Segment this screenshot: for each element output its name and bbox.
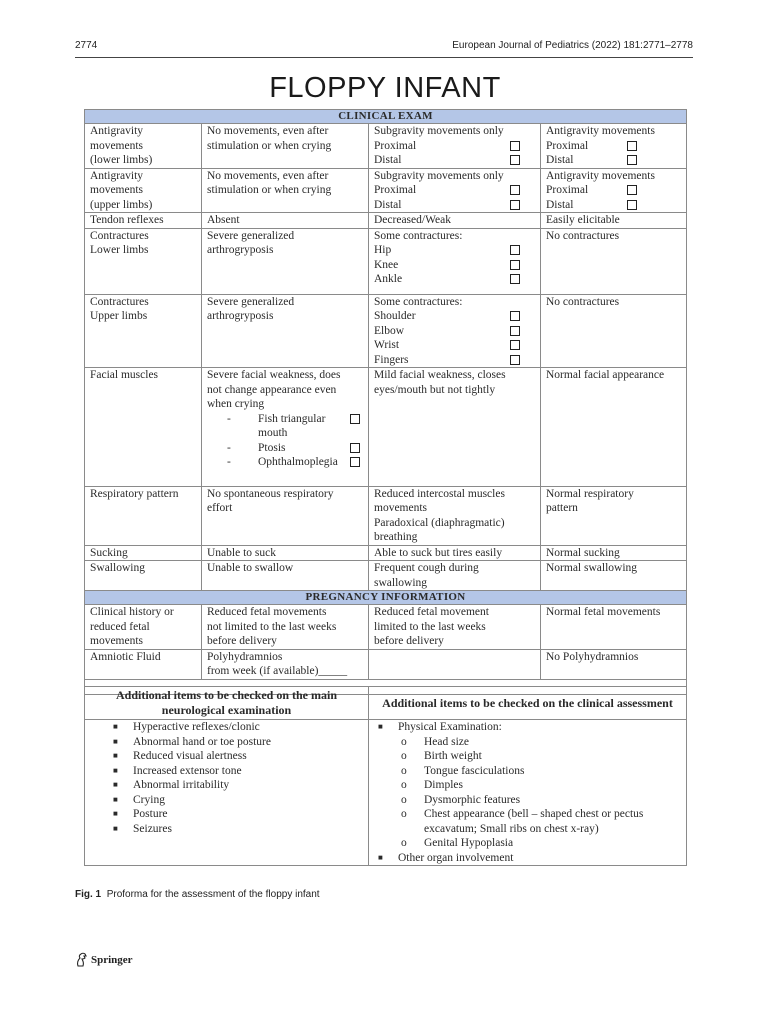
section-header-pregnancy <box>85 591 687 605</box>
moderate-cell: Reduced fetal movement limited to the last weeks before delivery <box>369 605 541 650</box>
checkbox[interactable] <box>350 443 360 453</box>
table-row <box>85 124 687 169</box>
list-item: o Chest appearance (bell – shaped chest or pectus excavatum; Small ribs on chest x-ray) <box>401 808 644 835</box>
moderate-cell: Decreased/Weak <box>369 213 541 229</box>
normal-cell: Normal facial appearance <box>541 368 687 487</box>
checkbox[interactable] <box>627 200 637 210</box>
list-item: - Ophthalmoplegia <box>207 455 363 470</box>
list-item: ■ Hyperactive reflexes/clonic <box>113 721 260 733</box>
publisher-name: Springer <box>91 953 133 966</box>
moderate-cell: Subgravity movements only Proximal Distal <box>369 168 541 213</box>
table-row <box>85 545 687 561</box>
checkbox[interactable] <box>510 311 520 321</box>
checkbox[interactable] <box>510 355 520 365</box>
checkbox[interactable] <box>510 326 520 336</box>
checkbox[interactable] <box>510 200 520 210</box>
severe-cell: Reduced fetal movements not limited to the last weeks before delivery <box>202 605 369 650</box>
list-item: ■ Physical Examination: <box>378 721 502 733</box>
list-item: o Genital Hypoplasia <box>401 837 514 849</box>
list-item: o Dysmorphic features <box>401 793 521 806</box>
checkbox[interactable] <box>627 155 637 165</box>
row-label: Contractures Lower limbs <box>85 228 202 294</box>
checkbox[interactable] <box>627 141 637 151</box>
springer-horse-icon <box>75 952 88 967</box>
list-item: ■ Reduced visual alertness <box>113 750 247 762</box>
section-header-clinical-exam <box>85 110 687 124</box>
moderate-cell: Subgravity movements only Proximal Distal <box>369 124 541 169</box>
checkbox[interactable] <box>510 340 520 350</box>
neuro-exam-list <box>109 720 363 836</box>
moderate-cell: Able to suck but tires easily <box>369 545 541 561</box>
caption-text: Proforma for the assessment of the floppy infant <box>106 889 320 900</box>
row-label: Sucking <box>85 545 202 561</box>
list-item: ■ Abnormal irritability <box>113 779 230 791</box>
clinical-assessment-cell <box>369 720 687 866</box>
section-title: PREGNANCY INFORMATION <box>85 591 687 605</box>
checkbox[interactable] <box>350 457 360 467</box>
additional-body-row <box>85 720 687 866</box>
checkbox[interactable] <box>510 155 520 165</box>
moderate-cell: Some contractures: Hip Knee Ankle <box>369 228 541 294</box>
severe-cell: No movements, even after stimulation or when crying <box>202 168 369 213</box>
severe-cell: Absent <box>202 213 369 229</box>
list-item: ■ Crying <box>113 793 165 806</box>
clinical-assessment-list-end <box>374 851 681 866</box>
list-item: ■ Other organ involvement <box>378 851 514 864</box>
normal-cell: Normal swallowing <box>541 561 687 591</box>
table-row <box>85 213 687 229</box>
normal-cell: Normal respiratory pattern <box>541 486 687 545</box>
checkbox[interactable] <box>510 245 520 255</box>
severe-cell: Unable to suck <box>202 545 369 561</box>
normal-cell: Antigravity movements Proximal Distal <box>541 124 687 169</box>
moderate-cell: Reduced intercostal muscles movements Paradoxical (diaphragmatic) breathing <box>369 486 541 545</box>
table-row <box>85 486 687 545</box>
row-label: Contractures Upper limbs <box>85 294 202 368</box>
clinical-assessment-heading: Additional items to be checked on the clinical assessment <box>369 687 687 720</box>
row-label: Antigravity movements (lower limbs) <box>85 124 202 169</box>
severe-cell: Polyhydramnios from week (if available)_____ <box>202 649 369 679</box>
list-item: o Dimples <box>401 779 463 791</box>
normal-cell: No contractures <box>541 294 687 368</box>
table-row <box>85 294 687 368</box>
moderate-cell: Mild facial weakness, closes eyes/mouth but not tightly <box>369 368 541 487</box>
normal-cell: Easily elicitable <box>541 213 687 229</box>
additional-items-table <box>84 686 687 866</box>
severe-cell: Severe facial weakness, does not change appearance even when crying - Fish triangular mouth - Ptosis - Ophthalmoplegia <box>202 368 369 487</box>
list-item: ■ Posture <box>113 808 168 820</box>
normal-cell: Antigravity movements Proximal Distal <box>541 168 687 213</box>
figure-caption <box>75 889 320 900</box>
table-row <box>85 228 687 294</box>
moderate-cell: Frequent cough during swallowing <box>369 561 541 591</box>
clinical-exam-table <box>84 109 687 695</box>
checkbox[interactable] <box>627 185 637 195</box>
severe-cell: Severe generalized arthrogryposis <box>202 294 369 368</box>
clinical-assessment-list <box>374 720 681 735</box>
normal-cell: Normal fetal movements <box>541 605 687 650</box>
normal-cell: No contractures <box>541 228 687 294</box>
header-rule <box>75 57 693 58</box>
table-row <box>85 168 687 213</box>
table-row <box>85 605 687 650</box>
table-row <box>85 368 687 487</box>
moderate-cell: Some contractures: Shoulder Elbow Wrist Fingers <box>369 294 541 368</box>
row-label: Clinical history or reduced fetal movements <box>85 605 202 650</box>
additional-header-row <box>85 687 687 720</box>
moderate-cell <box>369 649 541 679</box>
table-row <box>85 649 687 679</box>
severe-cell: No movements, even after stimulation or when crying <box>202 124 369 169</box>
list-item: o Tongue fasciculations <box>401 764 525 777</box>
neuro-exam-cell <box>85 720 369 866</box>
section-title: CLINICAL EXAM <box>85 110 687 124</box>
normal-cell: No Polyhydramnios <box>541 649 687 679</box>
checkbox[interactable] <box>510 141 520 151</box>
publisher-footer <box>75 952 133 967</box>
severe-cell: No spontaneous respiratory effort <box>202 486 369 545</box>
journal-citation: European Journal of Pediatrics (2022) 181:2771–2778 <box>452 40 693 51</box>
physical-exam-sublist <box>374 735 681 851</box>
checkbox[interactable] <box>350 414 360 424</box>
row-label: Tendon reflexes <box>85 213 202 229</box>
row-label: Antigravity movements (upper limbs) <box>85 168 202 213</box>
row-label: Facial muscles <box>85 368 202 487</box>
facial-signs-list <box>207 412 363 470</box>
list-item: o Head size <box>401 735 470 748</box>
list-item: ■ Seizures <box>113 822 172 835</box>
page-number: 2774 <box>75 40 98 51</box>
table-row <box>85 561 687 591</box>
checkbox[interactable] <box>510 260 520 270</box>
list-item: - Ptosis <box>207 441 363 456</box>
neuro-exam-heading: Additional items to be checked on the main neurological examination <box>85 687 369 720</box>
severe-cell: Unable to swallow <box>202 561 369 591</box>
figure-title: FLOPPY INFANT <box>269 72 501 104</box>
row-label: Amniotic Fluid <box>85 649 202 679</box>
checkbox[interactable] <box>510 274 520 284</box>
list-item: - Fish triangular mouth <box>207 412 363 441</box>
row-label: Respiratory pattern <box>85 486 202 545</box>
row-label: Swallowing <box>85 561 202 591</box>
list-item: ■ Increased extensor tone <box>113 764 242 777</box>
normal-cell: Normal sucking <box>541 545 687 561</box>
caption-label: Fig. 1 <box>75 889 102 900</box>
list-item: o Birth weight <box>401 750 482 762</box>
checkbox[interactable] <box>510 185 520 195</box>
severe-cell: Severe generalized arthrogryposis <box>202 228 369 294</box>
list-item: ■ Abnormal hand or toe posture <box>113 735 271 748</box>
